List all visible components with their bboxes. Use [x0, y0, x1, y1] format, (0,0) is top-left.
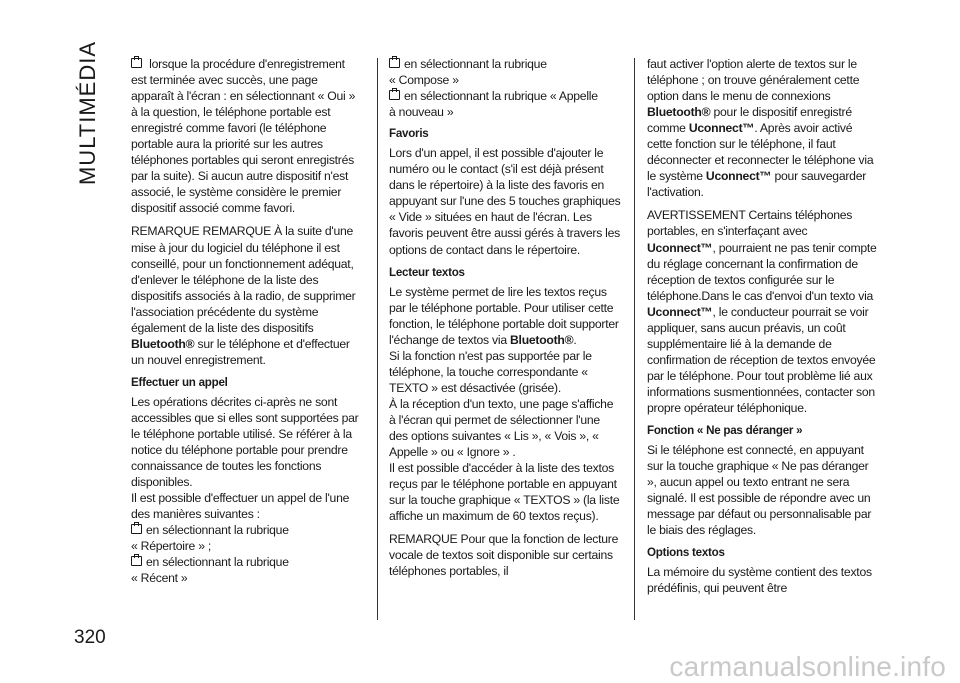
paragraph: Les opérations décrites ci-après ne sont accessibles que si elles sont supportées par le téléphone portable utilisé. Se référer à la notice du téléphone portable pour prendre connaissance de toutes les fonctions disponibles. — [131, 394, 359, 490]
paragraph: Lors d'un appel, il est possible d'ajouter le numéro ou le contact (s'il est déjà présent dans le répertoire) à la liste des favoris en appuyant sur l'une des 5 touches graphiques « Vide » situées en haut de l'écran. Les favoris peuvent être aussi gérés à travers les options de contact dans le répertoire. — [389, 146, 621, 257]
list-item: en sélectionnant la rubrique — [389, 56, 621, 72]
list-item-cont: « Compose » — [389, 73, 459, 88]
section-title-vertical — [68, 28, 108, 198]
paragraph: Il est possible d'accéder à la liste des textos reçus par le téléphone portable en appuyant sur la touche graphique « TEXTOS » (la liste affiche un maximum de 60 textos reçus). — [389, 461, 620, 524]
uconnect-brand: Uconnect™ — [647, 304, 713, 319]
phone-icon — [389, 58, 400, 68]
column-2 — [389, 56, 621, 586]
paragraph: lorsque la procédure d'enregistrement — [131, 56, 363, 72]
uconnect-brand: Uconnect™ — [647, 240, 713, 255]
column-divider — [634, 58, 635, 620]
paragraph: est terminée avec succès, une page apparaît à l'écran : en sélectionnant « Oui » à la question, le téléphone portable est enregistré comme favori (le téléphone portable aura la priorité sur les autres téléphones portables qui seront enregistrés par la suite). Si aucun autre dispositif n'est associé, le système considère le premier dispositif associé comme favori. — [131, 73, 356, 216]
paragraph: Si le téléphone est connecté, en appuyant sur la touche graphique « Ne pas déranger », aucun appel ou texto entrant ne sera signalé. Il est possible de répondre avec un message par défaut ou personnalisable par le biais des réglages. — [647, 443, 872, 538]
watermark: carmanualsonline.info — [669, 651, 946, 682]
bluetooth-brand: Bluetooth® — [510, 332, 574, 347]
paragraph: Si la fonction n'est pas supportée par le téléphone, la touche correspondante « TEXTO » est désactivée (grisée). — [389, 348, 592, 395]
phone-icon — [131, 556, 142, 566]
uconnect-brand: Uconnect™ — [705, 169, 772, 184]
bluetooth-brand: Bluetooth® — [647, 105, 711, 120]
heading-options-textos: Options textos — [647, 546, 725, 560]
column-1 — [131, 56, 363, 587]
uconnect-brand: Uconnect™ — [688, 121, 755, 136]
heading-lecteur-textos: Lecteur textos — [389, 265, 465, 279]
paragraph: faut activer l'option alerte de textos sur le téléphone ; on trouve généralement cette option dans le menu de connexions Bluetooth® pour le dispositif enregistré comme Uconnect™. Après avoir activé cette fonction sur le téléphone, il faut déconnecter et reconnecter le téléphone via le système Uconnect™ pour sauvegarder l'activation. — [647, 57, 874, 200]
heading-ne-pas-deranger: Fonction « Ne pas déranger » — [647, 424, 803, 438]
paragraph: Il est possible d'effectuer un appel de l'une des manières suivantes : — [131, 491, 350, 522]
bluetooth-brand: Bluetooth® — [131, 336, 195, 351]
list-item-cont: « Répertoire » ; — [131, 539, 212, 554]
paragraph: À la réception d'un texto, une page s'affiche à l'écran qui permet de sélectionner l'une des options suivantes « Lis », « Vois », « Appelle » ou « Ignore » . — [389, 396, 614, 460]
column-3 — [647, 56, 879, 604]
list-item: en sélectionnant la rubrique — [131, 522, 363, 538]
page-number: 320 — [74, 627, 106, 648]
warning-paragraph: AVERTISSEMENT Certains téléphones portables, en s'interfaçant avec Uconnect™, pourraient ne pas tenir compte du réglage concernant la confirmation de réception de textos configurée sur le téléphone.Dans le cas d'envoi d'un texto via Uconnect™, le conducteur pourrait se voir appliquer, sans aucun préavis, un coût supplémentaire lié à la demande de confirmation de réception de textos envoyée par le téléphone. Pour tout problème lié aux informations susmentionnées, contacter son propre opérateur téléphonique. — [647, 208, 877, 415]
list-item: en sélectionnant la rubrique « Appelle — [389, 88, 621, 104]
column-divider — [377, 58, 378, 620]
list-item-cont: à nouveau » — [389, 105, 454, 120]
list-item-cont: « Récent » — [131, 571, 188, 586]
list-item: en sélectionnant la rubrique — [131, 554, 363, 570]
heading-call: Effectuer un appel — [131, 375, 228, 389]
phone-icon — [131, 58, 142, 68]
heading-favoris: Favoris — [389, 127, 429, 141]
note-paragraph: REMARQUE REMARQUE À la suite d'une mise à jour du logiciel du téléphone il est conseillé, pour un fonctionnement adéquat, d'enlever le téléphone de la liste des dispositifs associés à la radio, de supprimer l'association précédente du système également de la liste des dispositifs Bluetooth® sur le téléphone et d'effectuer un nouvel enregistrement. — [131, 224, 356, 367]
paragraph: La mémoire du système contient des textos prédéfinis, qui peuvent être — [647, 565, 872, 596]
phone-icon — [131, 524, 142, 534]
paragraph: Le système permet de lire les textos reçus par le téléphone portable. Pour utiliser cette fonction, le téléphone portable doit supporter l'échange de textos via Bluetooth®. — [389, 284, 619, 347]
section-title: MULTIMÉDIA — [75, 40, 101, 186]
note-paragraph: REMARQUE Pour que la fonction de lecture vocale de textos soit disponible sur certains téléphones portables, il — [389, 532, 619, 579]
phone-icon — [389, 90, 400, 100]
